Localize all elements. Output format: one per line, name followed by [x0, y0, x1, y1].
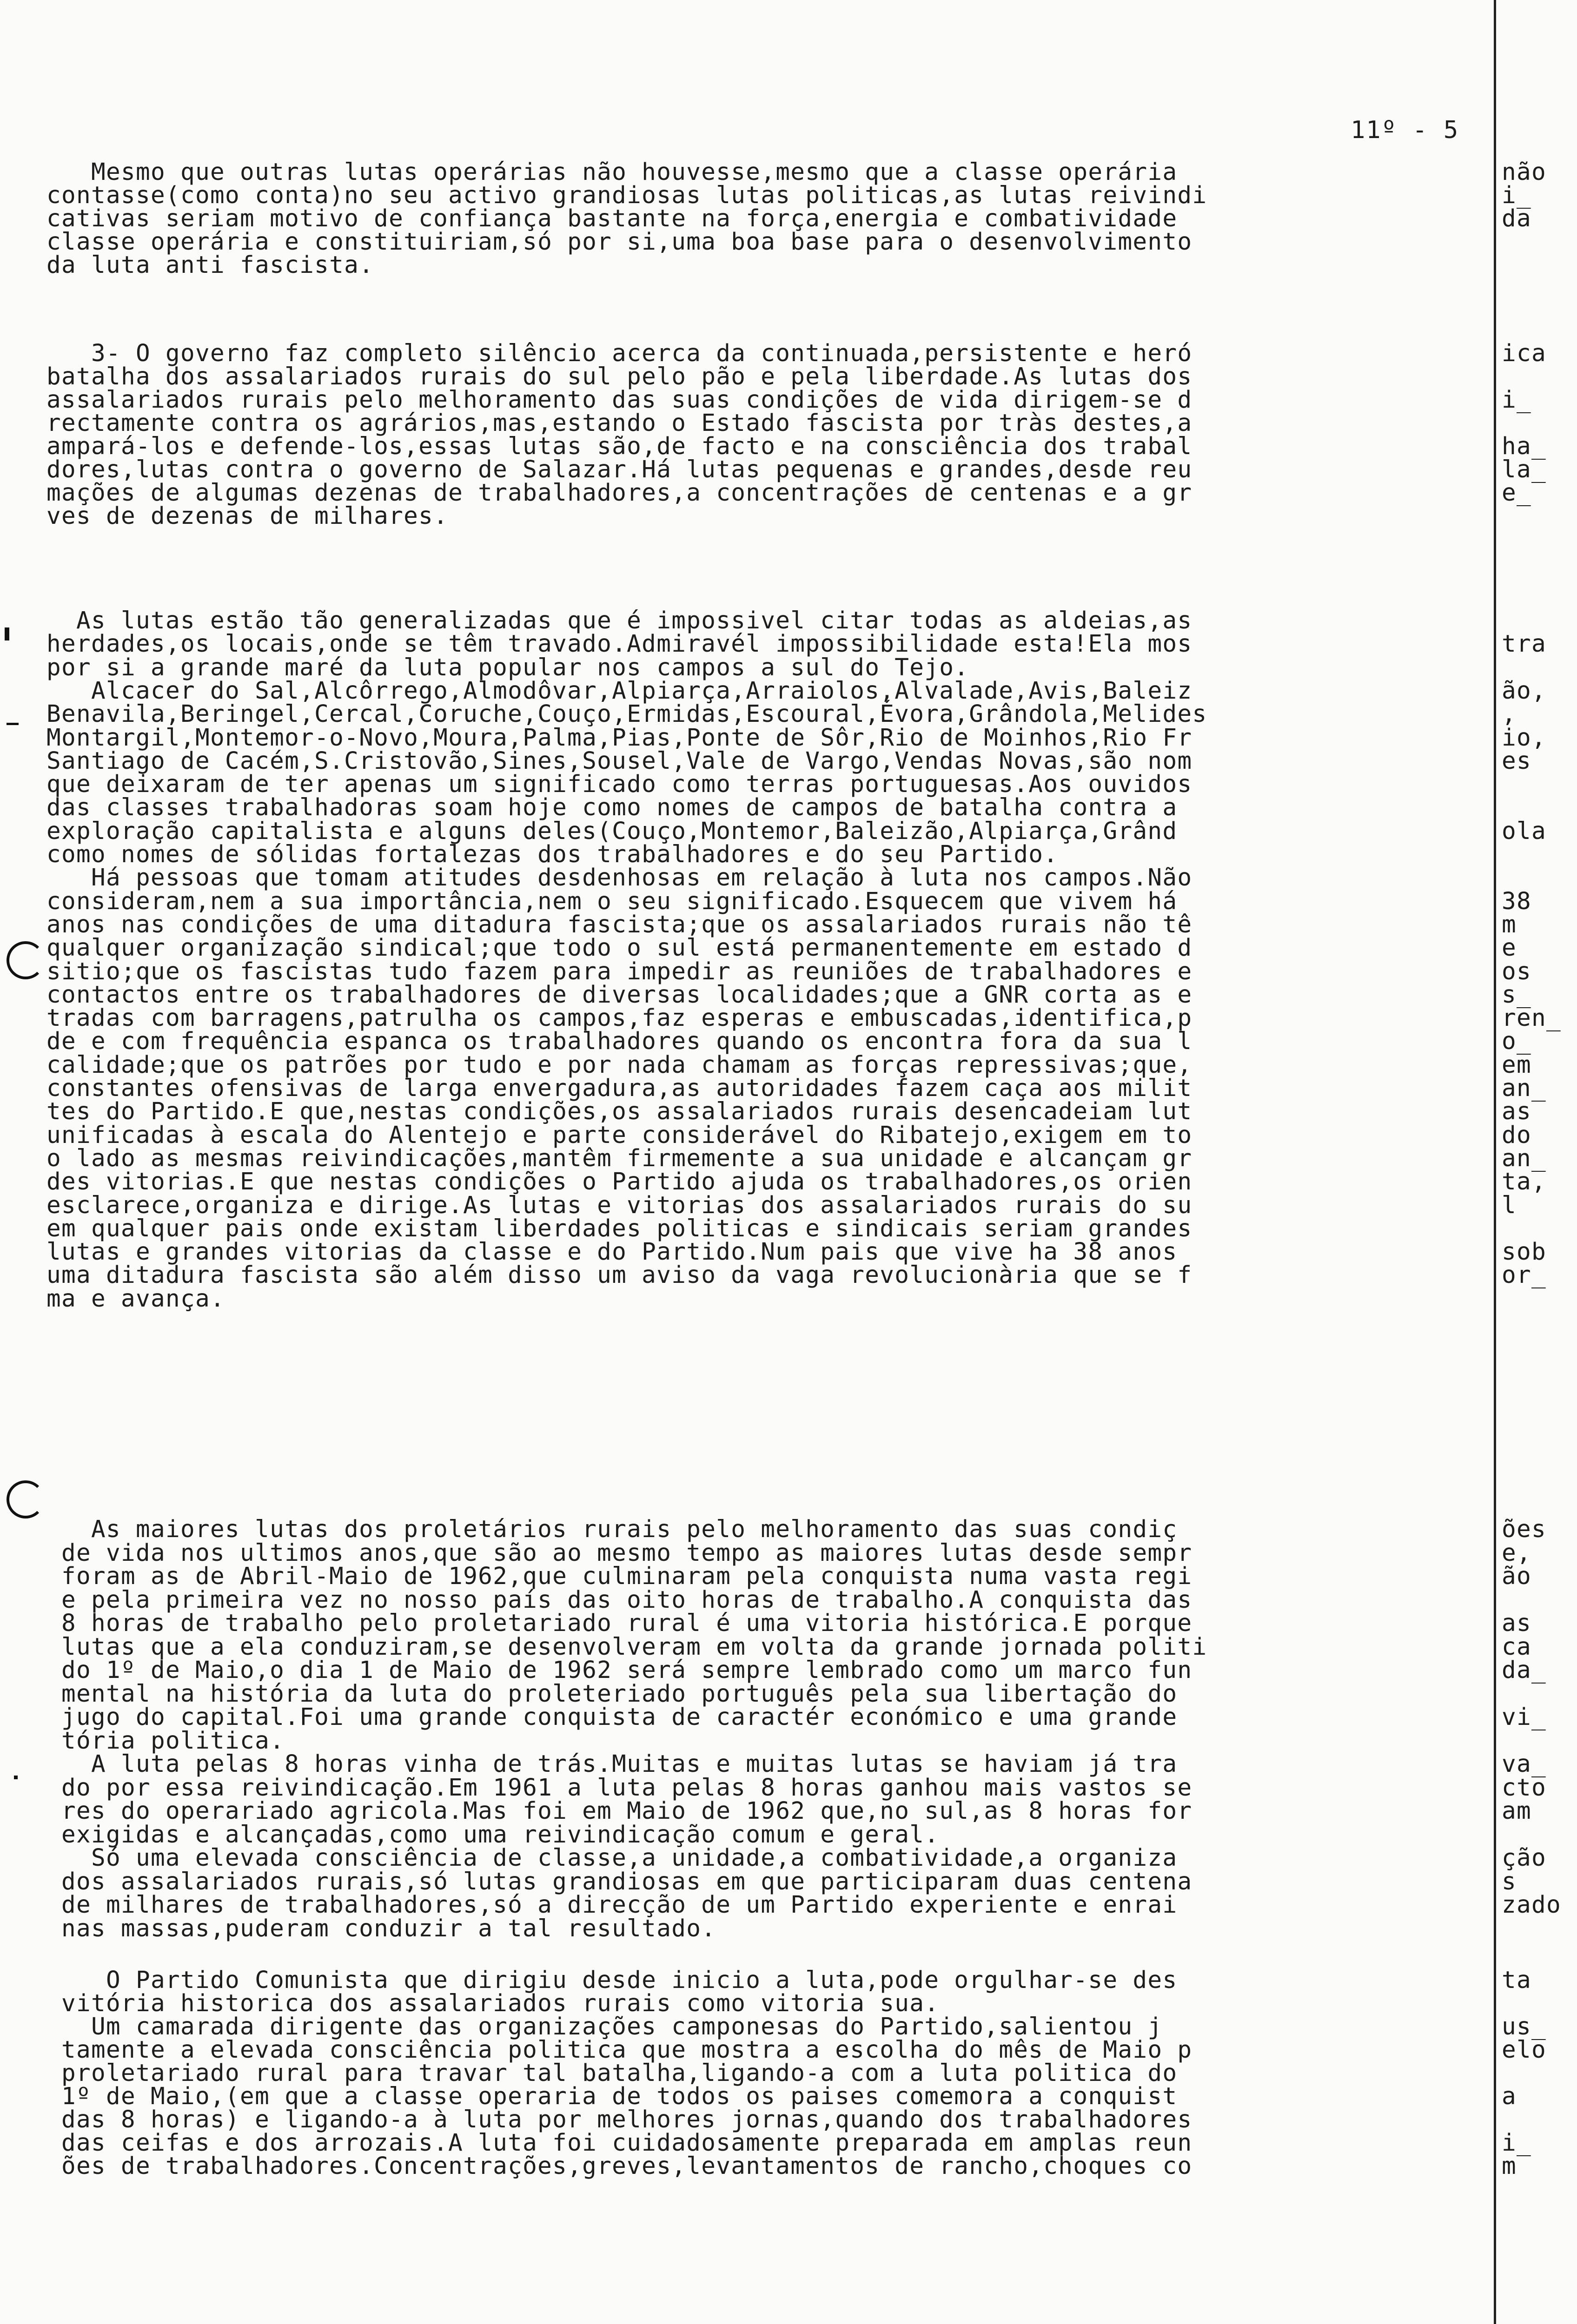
margin-text-fragment: do [1502, 1121, 1532, 1149]
text-line: constantes ofensivas de larga envergadura,as autoridades fazem caça aos milit [46, 1075, 1193, 1102]
text-line: qualquer organização sindical;que todo o sul está permanentemente em estado d [46, 934, 1193, 962]
margin-text-fragment: an_ [1502, 1075, 1547, 1102]
text-line: como nomes de sólidas fortalezas dos trabalhadores e do seu Partido. [46, 841, 1059, 868]
text-line: exigidas e alcançadas,como uma reivindicação comum e geral. [46, 1821, 940, 1849]
binder-hole-mark [7, 941, 45, 979]
margin-text-fragment: i_ [1502, 386, 1532, 414]
margin-text-fragment: ão [1502, 1563, 1532, 1590]
text-line: foram as de Abril-Maio de 1962,que culminaram pela conquista numa vasta regi [46, 1563, 1193, 1590]
text-line: rectamente contra os agrários,mas,estando o Estado fascista por tràs destes,a [46, 409, 1193, 437]
margin-text-fragment: es [1502, 747, 1532, 775]
margin-text-fragment: m [1502, 911, 1517, 938]
text-line: 1º de Maio,(em que a classe operaria de todos os paises comemora a conquist [46, 2083, 1178, 2110]
margin-text-fragment: la_ [1502, 456, 1547, 483]
margin-text-fragment: ica [1502, 340, 1547, 367]
margin-text-fragment: s_ [1502, 981, 1532, 1009]
text-line: A luta pelas 8 horas vinha de trás.Muitas e muitas lutas se haviam já tra [46, 1750, 1178, 1778]
text-line: contactos entre os trabalhadores de diversas localidades;que a GNR corta as e [46, 981, 1193, 1009]
text-line: Só uma elevada consciência de classe,a unidade,a combatividade,a organiza [46, 1844, 1178, 1872]
margin-text-fragment: ões [1502, 1516, 1547, 1543]
margin-text-fragment: 38 [1502, 887, 1532, 915]
text-line: o lado as mesmas reivindicações,mantêm firmemente a sua unidade e alcançam gr [46, 1144, 1193, 1172]
margin-text-fragment: ta [1502, 1967, 1532, 1994]
margin-text-fragment: i_ [1502, 182, 1532, 209]
text-line: exploração capitalista e alguns deles(Couço,Montemor,Baleizão,Alpiarça,Grând [46, 817, 1178, 845]
margin-text-fragment: da_ [1502, 1657, 1547, 1684]
text-line: Montargil,Montemor-o-Novo,Moura,Palma,Pias,Ponte de Sôr,Rio de Moinhos,Rio Fr [46, 724, 1193, 752]
text-line: tória politica. [46, 1727, 285, 1755]
margin-text-fragment: ha_ [1502, 433, 1547, 460]
text-line: em qualquer pais onde existam liberdades politicas e sindicais seriam grandes [46, 1215, 1193, 1242]
text-line: jugo do capital.Foi uma grande conquista de caractér económico e uma grande [46, 1703, 1178, 1731]
text-line: unificadas à escala do Alentejo e parte considerável do Ribatejo,exigem em to [46, 1121, 1193, 1149]
text-line: dos assalariados rurais,só lutas grandiosas em que participaram duas centena [46, 1868, 1193, 1895]
text-line: mental na história da luta do proleteriado português pela sua libertação do [46, 1680, 1178, 1708]
binder-hole-mark [7, 1480, 45, 1519]
margin-text-fragment: ca [1502, 1633, 1532, 1661]
text-line: classe operária e constituiriam,só por si,uma boa base para o desenvolvimento [46, 228, 1193, 256]
text-line: tamente a elevada consciência politica que mostra a escolha do mês de Maio p [46, 2036, 1193, 2064]
text-line: de vida nos ultimos anos,que são ao mesmo tempo as maiores lutas desde sempr [46, 1539, 1193, 1567]
right-margin-rule [1494, 0, 1496, 2324]
text-line: nas massas,puderam conduzir a tal resultado. [46, 1915, 716, 1942]
text-line: calidade;que os patrões por tudo e por nada chamam as forças repressivas;que, [46, 1051, 1193, 1079]
text-line: 3- O governo faz completo silêncio acerca da continuada,persistente e heró [46, 340, 1193, 367]
margin-text-fragment: an_ [1502, 1144, 1547, 1172]
margin-text-fragment: e [1502, 934, 1517, 962]
text-line: Há pessoas que tomam atitudes desdenhosas em relação à luta nos campos.Não [46, 864, 1193, 892]
text-line: do 1º de Maio,o dia 1 de Maio de 1962 será sempre lembrado como um marco fun [46, 1657, 1193, 1684]
margin-text-fragment: ão, [1502, 677, 1547, 705]
text-line: Mesmo que outras lutas operárias não houvesse,mesmo que a classe operária [46, 158, 1178, 186]
text-line: As maiores lutas dos proletários rurais pelo melhoramento das suas condiç [46, 1516, 1178, 1543]
margin-text-fragment: cto [1502, 1774, 1547, 1802]
margin-text-fragment: as [1502, 1610, 1532, 1637]
text-line: por si a grande maré da luta popular nos campos a sul do Tejo. [46, 654, 969, 681]
margin-text-fragment: i_ [1502, 2129, 1532, 2157]
text-line: contasse(como conta)no seu activo grandiosas lutas politicas,as lutas reivindi [46, 182, 1207, 209]
text-line: Benavila,Beringel,Cercal,Coruche,Couço,Ermidas,Escoural,Évora,Grândola,Melides [46, 700, 1207, 728]
text-line: que deixaram de ter apenas um significado como terras portuguesas.Aos ouvidos [46, 771, 1193, 799]
margin-text-fragment: l [1502, 1191, 1517, 1219]
text-line: anos nas condições de uma ditadura fascista;que os assalariados rurais não tê [46, 911, 1193, 938]
text-line: tes do Partido.E que,nestas condições,os assalariados rurais desencadeiam lut [46, 1098, 1193, 1126]
text-line: do por essa reivindicação.Em 1961 a luta pelas 8 horas ganhou mais vastos se [46, 1774, 1193, 1802]
margin-text-fragment: am [1502, 1797, 1532, 1825]
text-line: consideram,nem a sua importância,nem o seu significado.Esquecem que vivem há [46, 887, 1178, 915]
margin-text-fragment: zado [1502, 1891, 1562, 1919]
margin-text-fragment: ção [1502, 1844, 1547, 1872]
text-line: das classes trabalhadoras soam hoje como nomes de campos de batalha contra a [46, 794, 1178, 822]
text-line: e pela primeira vez no nosso país das oito horas de trabalho.A conquista das [46, 1586, 1193, 1614]
text-line: O Partido Comunista que dirigiu desde inicio a luta,pode orgulhar-se des [46, 1967, 1178, 1994]
margin-text-fragment: elo [1502, 2036, 1547, 2064]
text-line: cativas seriam motivo de confiança bastante na força,energia e combatividade [46, 205, 1178, 232]
text-line: ampará-los e defende-los,essas lutas são,de facto e na consciência dos trabal [46, 433, 1193, 460]
text-line: uma ditadura fascista são além disso um aviso da vaga revolucionària que se f [46, 1261, 1193, 1289]
text-line: proletariado rural para travar tal batalha,ligando-a com a luta politica do [46, 2060, 1178, 2087]
margin-text-fragment: e_ [1502, 479, 1532, 507]
margin-text-fragment: a [1502, 2083, 1517, 2110]
text-line: 8 horas de trabalho pelo proletariado rural é uma vitoria histórica.E porque [46, 1610, 1193, 1637]
scan-mark [7, 723, 19, 725]
margin-text-fragment: não [1502, 158, 1547, 186]
text-line: batalha dos assalariados rurais do sul pelo pão e pela liberdade.As lutas dos [46, 363, 1193, 390]
margin-text-fragment: io, [1502, 724, 1547, 752]
text-line: Alcacer do Sal,Alcôrrego,Almodôvar,Alpiarça,Arraiolos,Alvalade,Avis,Baleiz [46, 677, 1193, 705]
margin-text-fragment: o_ [1502, 1028, 1532, 1056]
margin-text-fragment: va_ [1502, 1750, 1547, 1778]
margin-text-fragment: sob [1502, 1238, 1547, 1266]
margin-text-fragment: , [1502, 700, 1517, 728]
text-line: res do operariado agricola.Mas foi em Maio de 1962 que,no sul,as 8 horas for [46, 1797, 1193, 1825]
margin-text-fragment: em [1502, 1051, 1532, 1079]
text-line: de milhares de trabalhadores,só a direcção de um Partido experiente e enrai [46, 1891, 1178, 1919]
margin-text-fragment: os [1502, 957, 1532, 985]
margin-text-fragment: vi_ [1502, 1703, 1547, 1731]
margin-text-fragment: us_ [1502, 2013, 1547, 2040]
margin-text-fragment: e, [1502, 1539, 1532, 1567]
text-line: sitio;que os fascistas tudo fazem para impedir as reuniões de trabalhadores e [46, 957, 1193, 985]
text-line: vitória historica dos assalariados rurais como vitoria sua. [46, 1990, 940, 2017]
scan-mark [14, 1776, 18, 1779]
text-line: dores,lutas contra o governo de Salazar.Há lutas pequenas e grandes,desde reu [46, 456, 1193, 483]
margin-text-fragment: tra [1502, 630, 1547, 658]
margin-text-fragment: as [1502, 1098, 1532, 1126]
text-line: lutas que a ela conduziram,se desenvolveram em volta da grande jornada politi [46, 1633, 1207, 1661]
text-line: das ceifas e dos arrozais.A luta foi cuidadosamente preparada em amplas reun [46, 2129, 1193, 2157]
text-line: esclarece,organiza e dirige.As lutas e vitorias dos assalariados rurais do su [46, 1191, 1193, 1219]
text-line: des vitorias.E que nestas condições o Partido ajuda os trabalhadores,os orien [46, 1168, 1193, 1196]
scan-mark [5, 627, 9, 640]
text-line: da luta anti fascista. [46, 251, 374, 279]
margin-text-fragment: ola [1502, 817, 1547, 845]
text-line: herdades,os locais,onde se têm travado.Admiravél impossibilidade esta!Ela mos [46, 630, 1193, 658]
margin-text-fragment: da [1502, 205, 1532, 232]
text-line: assalariados rurais pelo melhoramento das suas condições de vida dirigem-se d [46, 386, 1193, 414]
text-line: ma e avança. [46, 1285, 225, 1313]
text-line: tradas com barragens,patrulha os campos,faz esperas e embuscadas,identifica,p [46, 1004, 1193, 1032]
margin-text-fragment: s [1502, 1868, 1517, 1895]
margin-text-fragment: ren_ [1502, 1004, 1562, 1032]
text-line: mações de algumas dezenas de trabalhadores,a concentrações de centenas e a gr [46, 479, 1193, 507]
page-number: 11º - 5 [1351, 116, 1459, 144]
text-line: das 8 horas) e ligando-a à luta por melhores jornas,quando dos trabalhadores [46, 2106, 1193, 2133]
text-line: de e com frequência espanca os trabalhadores quando os encontra fora da sua l [46, 1028, 1193, 1056]
text-line: lutas e grandes vitorias da classe e do Partido.Num pais que vive ha 38 anos [46, 1238, 1178, 1266]
text-line: Santiago de Cacém,S.Cristovão,Sines,Sousel,Vale de Vargo,Vendas Novas,são nom [46, 747, 1193, 775]
text-line: ões de trabalhadores.Concentrações,greves,levantamentos de rancho,choques co [46, 2152, 1193, 2180]
margin-text-fragment: ta, [1502, 1168, 1547, 1196]
text-line: Um camarada dirigente das organizações camponesas do Partido,salientou j [46, 2013, 1163, 2040]
text-line: As lutas estão tão generalizadas que é impossivel citar todas as aldeias,as [46, 607, 1193, 634]
margin-text-fragment: or_ [1502, 1261, 1547, 1289]
text-line: ves de dezenas de milhares. [46, 502, 449, 530]
margin-text-fragment: m [1502, 2152, 1517, 2180]
